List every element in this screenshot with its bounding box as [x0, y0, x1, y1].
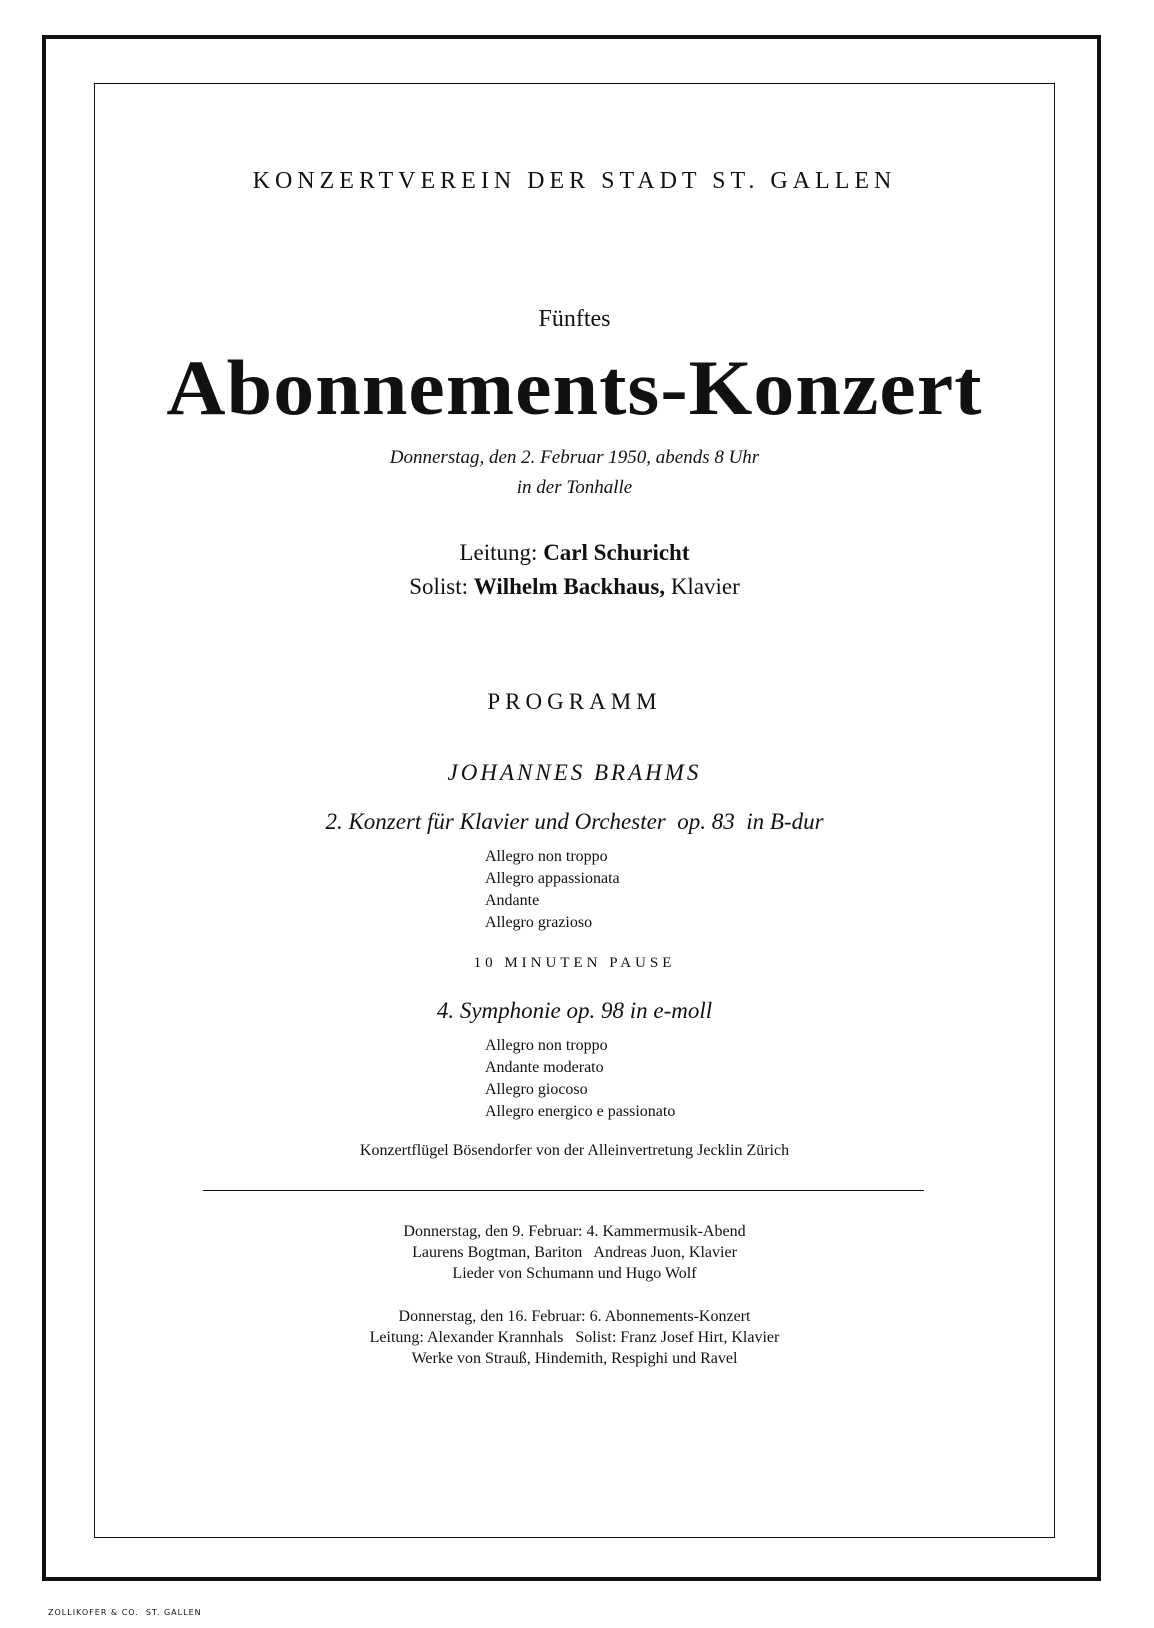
- concert-date: Donnerstag, den 2. Februar 1950, abends 8 Uhr: [389, 447, 760, 468]
- upcoming-event: [94, 1221, 1055, 1284]
- movement-list: [485, 1035, 675, 1123]
- movement-item: Allegro non troppo: [485, 848, 608, 865]
- conductor-name: Carl Schuricht: [543, 540, 690, 565]
- soloist-line: [94, 574, 1055, 600]
- work-title: 4. Symphonie op. 98 in e-moll: [436, 998, 713, 1023]
- movement-item: Andante moderato: [485, 1059, 604, 1076]
- upcoming-event-line: Leitung: Alexander Krannhals Solist: Franz Josef Hirt, Klavier: [369, 1329, 780, 1346]
- society-name: KONZERTVEREIN DER STADT ST. GALLEN: [252, 168, 897, 194]
- composer-name: JOHANNES BRAHMS: [447, 760, 702, 785]
- movement-item: Allegro energico e passionato: [485, 1103, 676, 1120]
- movement-item: Allegro grazioso: [485, 914, 593, 931]
- intermission-note: 10 MINUTEN PAUSE: [473, 955, 676, 971]
- movement-list: [485, 846, 620, 934]
- movement-item: Allegro non troppo: [485, 1037, 608, 1054]
- upcoming-event: [94, 1306, 1055, 1369]
- soloist-name: Wilhelm Backhaus,: [473, 574, 666, 599]
- upcoming-event-line: Lieder von Schumann und Hugo Wolf: [452, 1265, 697, 1282]
- movement-item: Allegro appassionata: [485, 870, 620, 887]
- work-title: 2. Konzert für Klavier und Orchester op. 83 in B-dur: [325, 809, 824, 834]
- soloist-label: Solist:: [409, 574, 469, 599]
- printer-imprint: ZOLLIKOFER & CO. ST. GALLEN: [48, 1608, 202, 1617]
- upcoming-event-line: Laurens Bogtman, Bariton Andreas Juon, Klavier: [412, 1244, 737, 1261]
- section-divider: [203, 1190, 924, 1191]
- upcoming-event-line: Werke von Strauß, Hindemith, Respighi und Ravel: [411, 1350, 738, 1367]
- program-heading: PROGRAMM: [487, 689, 662, 714]
- upcoming-event-line: Donnerstag, den 16. Februar: 6. Abonnements-Konzert: [398, 1308, 751, 1325]
- upcoming-event-line: Donnerstag, den 9. Februar: 4. Kammermusik-Abend: [403, 1223, 746, 1240]
- soloist-instrument: Klavier: [670, 574, 740, 599]
- movement-item: Andante: [485, 892, 540, 909]
- movement-item: Allegro giocoso: [485, 1081, 588, 1098]
- piano-sponsor-note: Konzertflügel Bösendorfer von der Alleinvertretung Jecklin Zürich: [359, 1142, 790, 1159]
- conductor-label: Leitung:: [459, 540, 538, 565]
- concert-venue: in der Tonhalle: [516, 477, 633, 498]
- concert-title: Abonnements-Konzert: [166, 344, 983, 431]
- conductor-line: [94, 540, 1055, 566]
- concert-ordinal: Fünftes: [538, 306, 611, 332]
